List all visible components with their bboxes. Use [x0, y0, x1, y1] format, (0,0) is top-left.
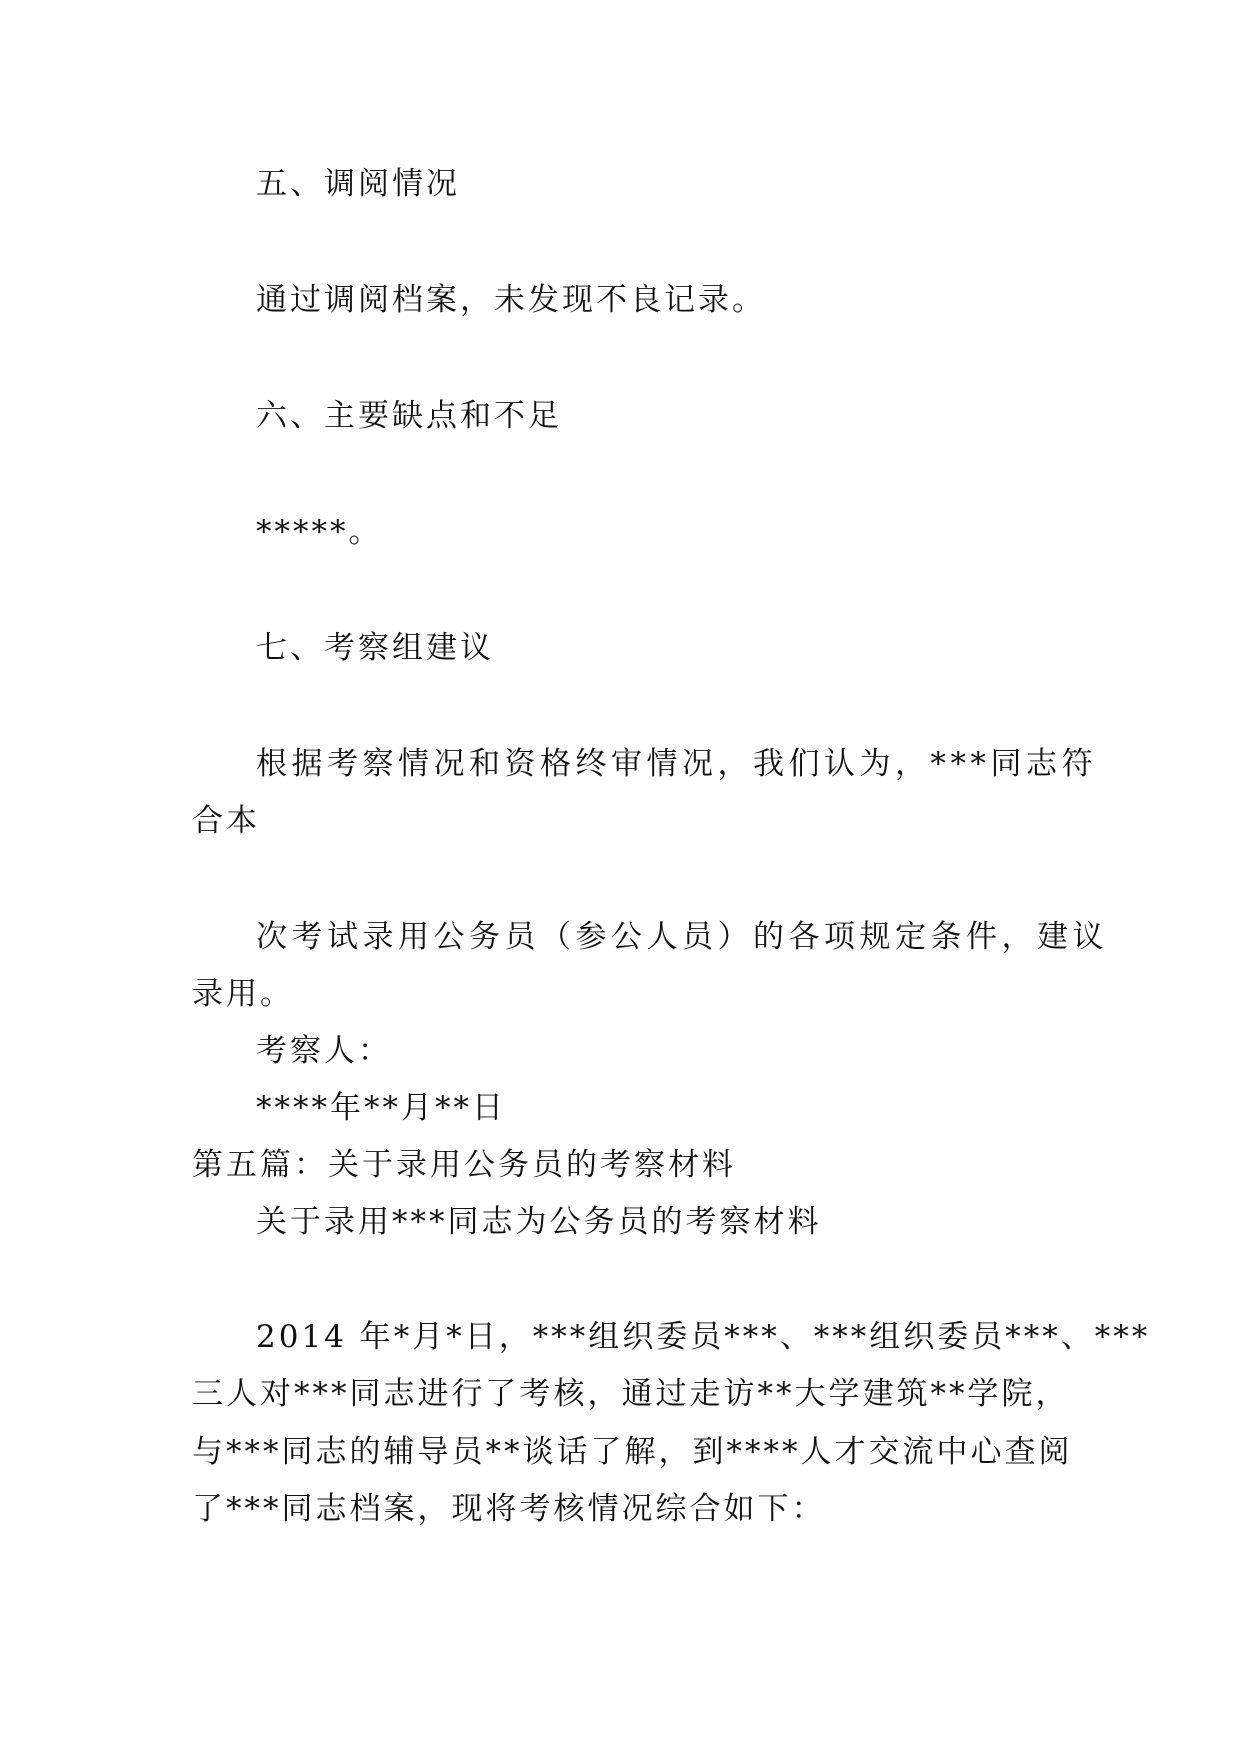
- intro-line-1: 2014 年*月*日，***组织委员***、***组织委员***、***: [256, 1319, 1151, 1355]
- section5-body: 通过调阅档案，未发现不良记录。: [256, 282, 766, 318]
- section7-para2-line1: 次考试录用公务员（参公人员）的各项规定条件，建议: [256, 919, 1108, 955]
- intro-line-2: 三人对***同志进行了考核，通过走访**大学建筑**学院，: [192, 1376, 1070, 1412]
- section7-heading: 七、考察组建议: [256, 630, 494, 666]
- section6-body: *****。: [256, 514, 383, 550]
- inspector-label: 考察人：: [256, 1033, 392, 1069]
- intro-line-3: 与***同志的辅导员**谈话了解，到****人才交流中心查阅: [192, 1434, 1073, 1470]
- date-line: ****年**月**日: [256, 1090, 506, 1126]
- section7-para1-line2: 合本: [192, 803, 260, 839]
- section7-para2-line2: 录用。: [192, 976, 294, 1012]
- section6-heading: 六、主要缺点和不足: [256, 398, 562, 434]
- section5-heading: 五、调阅情况: [256, 166, 460, 202]
- section7-para1-line1: 根据考察情况和资格终审情况，我们认为，***同志符: [256, 746, 1097, 782]
- subtitle: 关于录用***同志为公务员的考察材料: [256, 1204, 822, 1240]
- intro-line-4: 了***同志档案，现将考核情况综合如下：: [192, 1491, 826, 1527]
- chapter-title: 第五篇：关于录用公务员的考察材料: [192, 1147, 736, 1183]
